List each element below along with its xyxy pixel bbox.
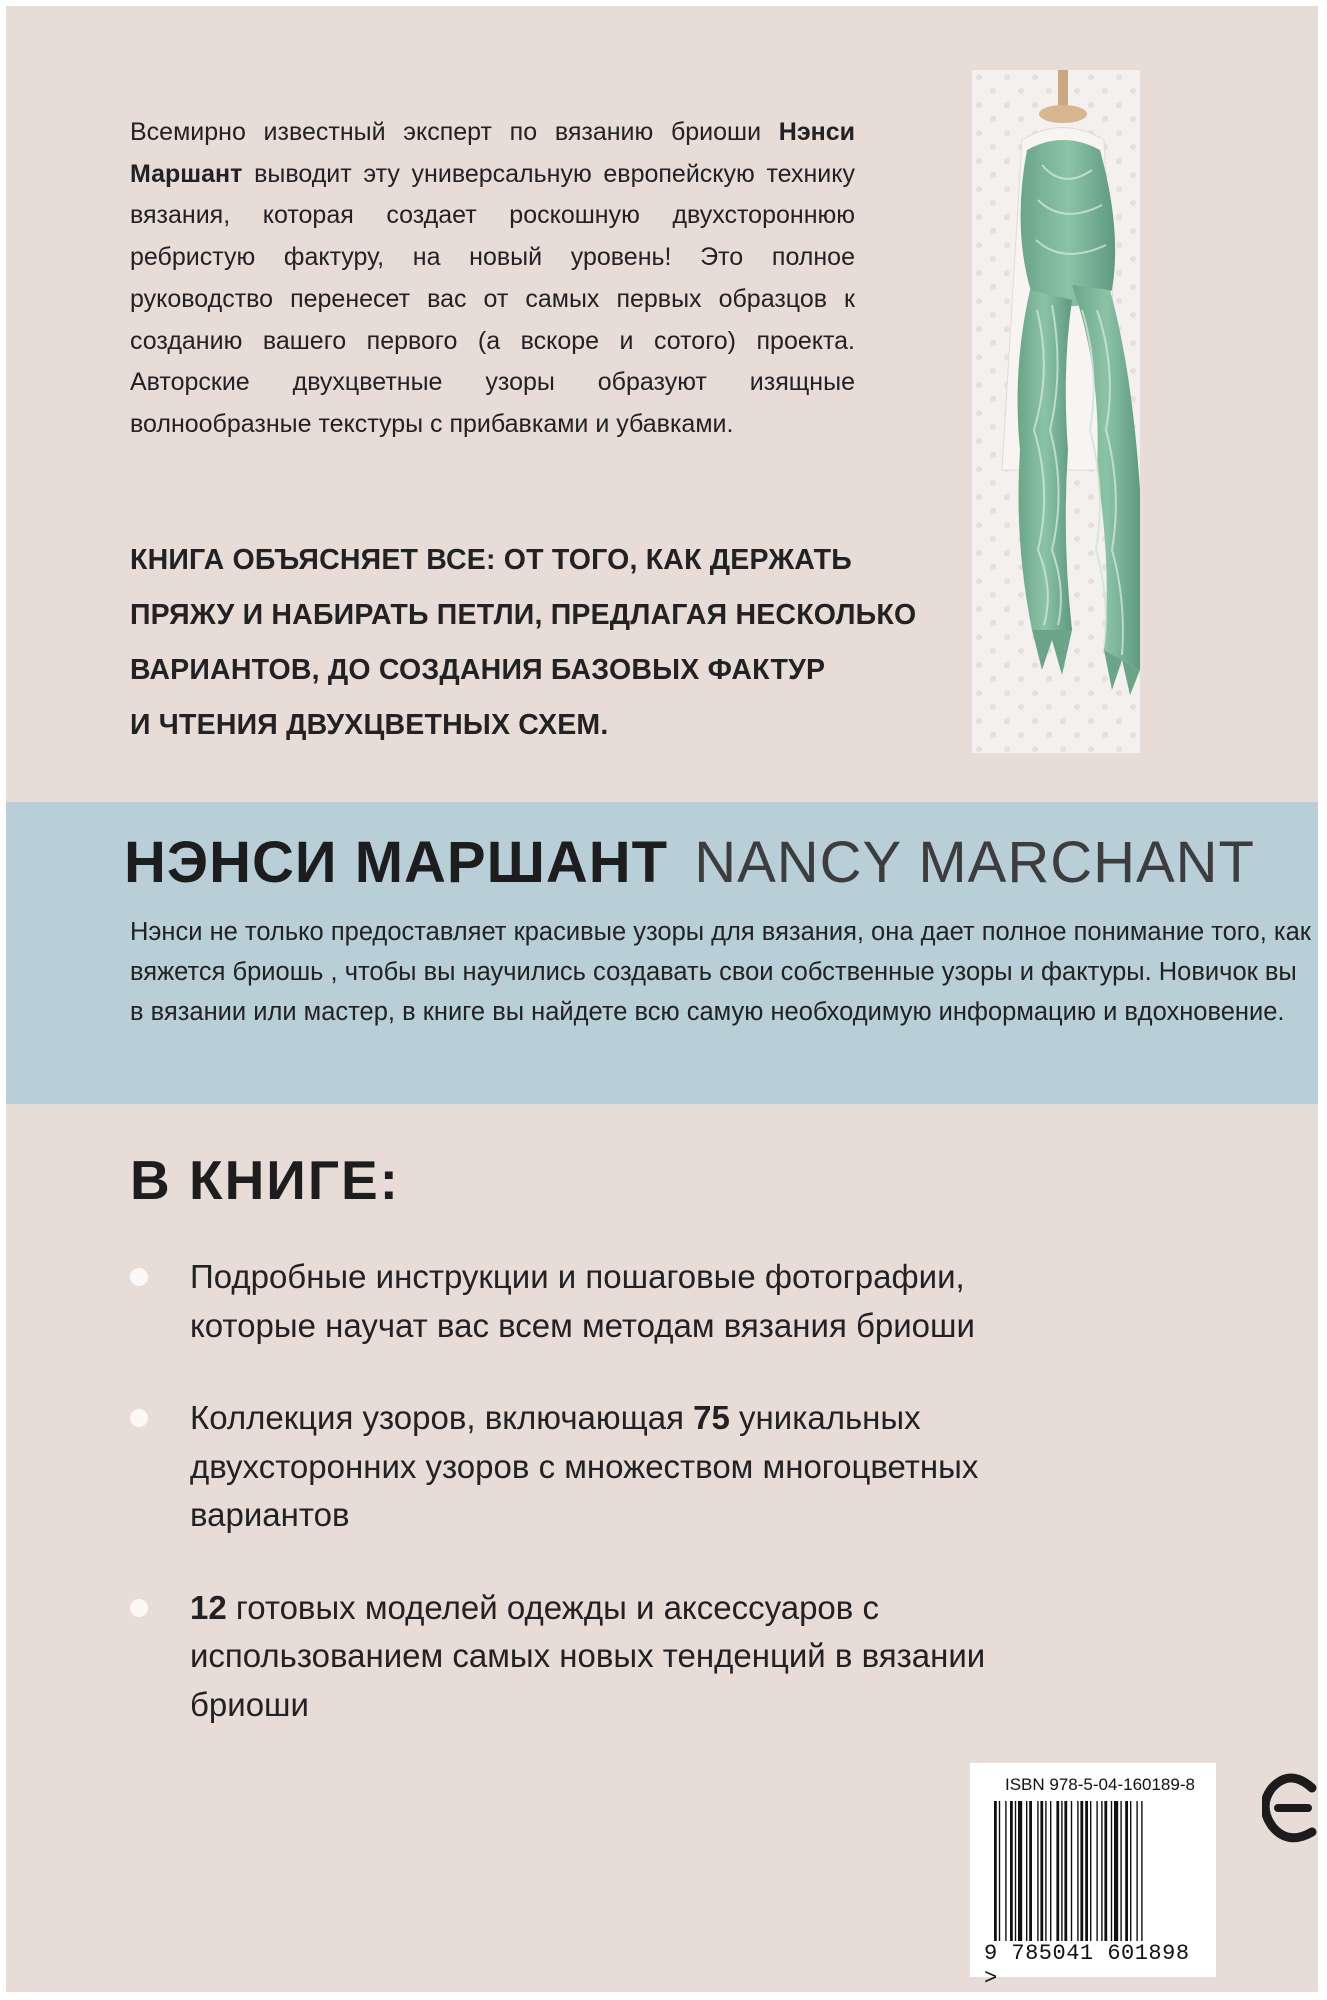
list-item-number: 12: [190, 1588, 227, 1626]
barcode-bar: [1090, 1801, 1091, 1941]
list-item: [130, 1253, 1090, 1350]
barcode-bar: [1141, 1801, 1142, 1941]
author-name-en: NANCY MARCHANT: [694, 830, 1255, 895]
barcode-bar: [1029, 1801, 1032, 1941]
intro-paragraph: [130, 112, 855, 446]
barcode-bar: [1071, 1801, 1072, 1941]
list-item-text: Подробные инструкции и пошаговые фотографии, которые научат вас всем методам вязания бриоши: [190, 1258, 975, 1344]
list-item-text: готовых моделей одежды и аксессуаров с использованием самых новых тенденций в вязании бриоши: [190, 1588, 986, 1723]
barcode-bar: [1120, 1801, 1121, 1941]
barcode-bar: [994, 1801, 997, 1941]
barcode-icon: [990, 1801, 1195, 1941]
in-book-heading: В КНИГЕ:: [130, 1149, 400, 1211]
barcode-bar: [999, 1801, 1000, 1941]
barcode-bar: [1114, 1801, 1118, 1941]
eksmo-logo-icon: [1262, 1770, 1318, 1848]
caps-line: И ЧТЕНИЯ ДВУХЦВЕТНЫХ СХЕМ.: [130, 709, 609, 741]
barcode-bar: [1040, 1801, 1043, 1941]
intro-text-part2: выводит эту универсальную европейскую технику вязания, которая создает роскошную двухстороннюю ребристую фактуру, на новый уровень! Это полное руководство перенесет вас от самых первых образцов к созданию вашего первого (а вскоре и сотого) проекта. Авторские двухцветные узоры образуют изящные волнообразные текстуры с прибавками и убавками.: [130, 159, 855, 438]
intro-text-part1: Всемирно известный эксперт по вязанию бриоши: [130, 118, 762, 146]
bullet-dot-icon: [130, 1409, 148, 1427]
scarf-illustration: [972, 70, 1140, 753]
barcode-bar: [1015, 1801, 1016, 1941]
barcode-bar: [1045, 1801, 1046, 1941]
barcode-bar: [1064, 1801, 1067, 1941]
author-name-ru: НЭНСИ МАРШАНТ: [124, 830, 669, 895]
isbn-barcode-box: [970, 1763, 1216, 1991]
barcode-bar: [1056, 1801, 1059, 1941]
barcode-bar: [1130, 1801, 1131, 1941]
barcode-bar: [1061, 1801, 1062, 1941]
barcode-bar: [1085, 1801, 1088, 1941]
barcode-bar: [1101, 1801, 1102, 1941]
barcode-bar: [1125, 1801, 1128, 1941]
author-description: Нэнси не только предоставляет красивые узоры для вязания, она дает полное понимание того, как вяжется бриошь , чтобы вы научились создавать свои собственные узоры и фактуры. Новичок вы в вязании или мастер, в книге вы найдете всю самую необходимую информацию и вдохновение.: [130, 918, 1311, 1026]
list-item: [130, 1584, 1090, 1730]
barcode-bar: [1010, 1801, 1013, 1941]
barcode-bar: [1037, 1801, 1038, 1941]
list-item-text: уникальных двухсторонних узоров с множеством многоцветных вариантов: [190, 1399, 979, 1533]
barcode-bar: [1080, 1801, 1083, 1941]
list-item-number: 75: [693, 1399, 730, 1436]
barcode-bar: [1026, 1801, 1027, 1941]
barcode-bar: [1111, 1801, 1112, 1941]
bullet-dot-icon: [130, 1599, 148, 1617]
barcode-digits: 9 785041 601898 >: [984, 1941, 1190, 1991]
barcode-bar: [1018, 1801, 1022, 1941]
barcode-bar: [1077, 1801, 1078, 1941]
caps-line: КНИГА ОБЪЯСНЯЕТ ВСЕ: ОТ ТОГО, КАК ДЕРЖАТЬ: [130, 544, 852, 576]
barcode-bar: [1005, 1801, 1006, 1941]
caps-line: ПРЯЖУ И НАБИРАТЬ ПЕТЛИ, ПРЕДЛАГАЯ НЕСКОЛЬКО: [130, 599, 917, 631]
caps-line: ВАРИАНТОВ, ДО СОЗДАНИЯ БАЗОВЫХ ФАКТУР: [130, 654, 826, 686]
in-book-list: [130, 1253, 1090, 1773]
author-heading: [124, 828, 1255, 898]
book-explains-block: [130, 533, 930, 753]
barcode-bar: [1096, 1801, 1097, 1941]
list-item: [130, 1394, 1090, 1540]
isbn-label: ISBN 978-5-04-160189-8: [1005, 1775, 1195, 1794]
barcode-bar: [1136, 1801, 1137, 1941]
barcode-bar: [1104, 1801, 1107, 1941]
scarf-mannequin-photo: [972, 70, 1140, 753]
list-item-pre: Коллекция узоров, включающая: [190, 1399, 694, 1436]
bullet-dot-icon: [130, 1268, 148, 1286]
barcode-bar: [1050, 1801, 1051, 1941]
intro-author-name: Нэнси Маршант: [130, 118, 855, 188]
